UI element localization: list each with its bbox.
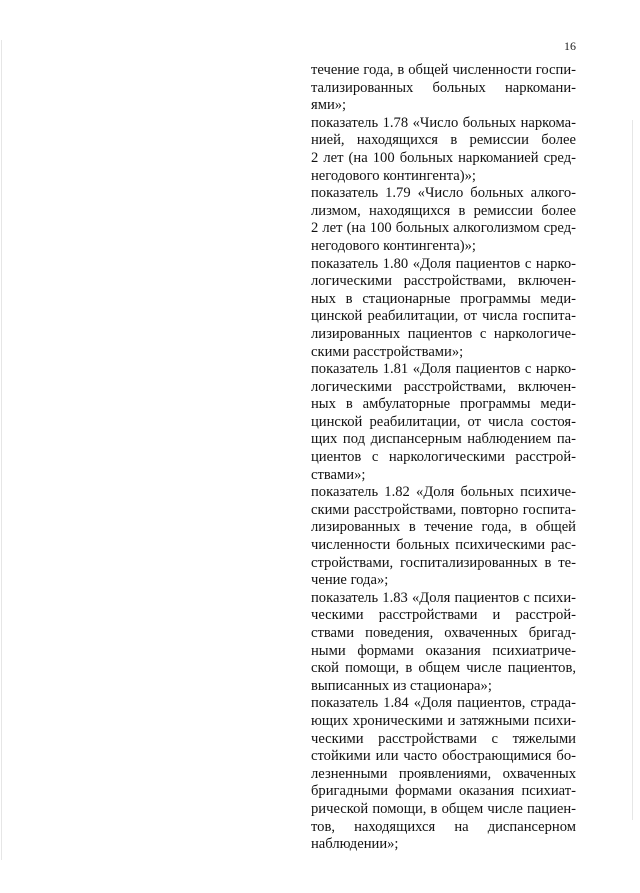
text-line: стойкими или часто обострающимися бо-	[311, 748, 576, 765]
text-line: 2 лет (на 100 больных алкоголизмом сред-	[311, 220, 576, 237]
text-line: ческими расстройствами с тяжелыми	[311, 730, 576, 747]
text-line: стройствами, госпитализированных в те-	[311, 554, 576, 571]
text-line: показатель 1.79 «Число больных алкого-	[311, 185, 576, 202]
scan-edge-mark	[632, 120, 633, 820]
text-line: ных в стационарные программы меди-	[311, 290, 576, 307]
text-line: бригадными формами оказания психиат-	[311, 783, 576, 800]
text-line: негодового контингента)»;	[311, 237, 476, 254]
text-line: наблюдении»;	[311, 836, 399, 853]
text-line: показатель 1.84 «Доля пациентов, страда-	[311, 695, 576, 712]
text-line: чение года»;	[311, 572, 389, 589]
text-line: показатель 1.80 «Доля пациентов с нарко-	[311, 255, 576, 272]
text-line: цинской реабилитации, от числа состоя-	[311, 413, 576, 430]
text-line: лизмом, находящихся в ремиссии более	[311, 202, 576, 219]
text-line: скими расстройствами, повторно госпита-	[311, 501, 576, 518]
text-line: ями»;	[311, 97, 347, 114]
text-line: цинской реабилитации, от числа госпита-	[311, 308, 576, 325]
text-line: показатель 1.83 «Доля пациентов с психи-	[311, 589, 576, 606]
text-line: тализированных больных наркомани-	[311, 79, 576, 96]
text-line: ской помощи, в общем числе пациентов,	[311, 660, 576, 677]
text-line: тов, находящихся на диспансерном	[311, 818, 576, 835]
text-line: ных в амбулаторные программы меди-	[311, 396, 576, 413]
text-line: выписанных из стационара»;	[311, 677, 492, 694]
text-line: скими расстройствами»;	[311, 343, 464, 360]
text-line: лизированных в течение года, в общей	[311, 519, 576, 536]
text-line: показатель 1.78 «Число больных наркома-	[311, 114, 576, 131]
text-line: лизированных пациентов с наркологиче-	[311, 325, 576, 342]
text-line: ными формами оказания психиатриче-	[311, 642, 576, 659]
text-line: циентов с наркологическими расстрой-	[311, 449, 576, 466]
text-line: логическими расстройствами, включен-	[311, 273, 576, 290]
text-line: ческими расстройствами и расстрой-	[311, 607, 576, 624]
text-line: негодового контингента)»;	[311, 167, 476, 184]
text-line: ствами поведения, охваченных бригад-	[311, 625, 576, 641]
text-line: лезненными проявлениями, охваченных	[311, 765, 576, 782]
text-line: показатель 1.82 «Доля больных психиче-	[311, 484, 576, 501]
page-number: 16	[564, 39, 576, 53]
text-line: ющих хроническими и затяжными психи-	[311, 712, 576, 729]
text-line: 2 лет (на 100 больных наркоманией сред-	[311, 149, 576, 166]
text-line: показатель 1.81 «Доля пациентов с нарко-	[311, 361, 576, 378]
text-line: логическими расстройствами, включен-	[311, 378, 576, 395]
text-line: нией, находящихся в ремиссии более	[311, 132, 576, 149]
text-line: численности больных психическими рас-	[311, 537, 576, 554]
body-text	[311, 62, 576, 854]
text-line: щих под диспансерным наблюдением па-	[311, 431, 576, 448]
text-line: ствами»;	[311, 466, 366, 483]
scan-edge-mark	[1, 40, 2, 860]
text-line: рической помощи, в общем числе пациен-	[311, 800, 576, 817]
text-line: течение года, в общей численности госпи-	[311, 62, 576, 78]
